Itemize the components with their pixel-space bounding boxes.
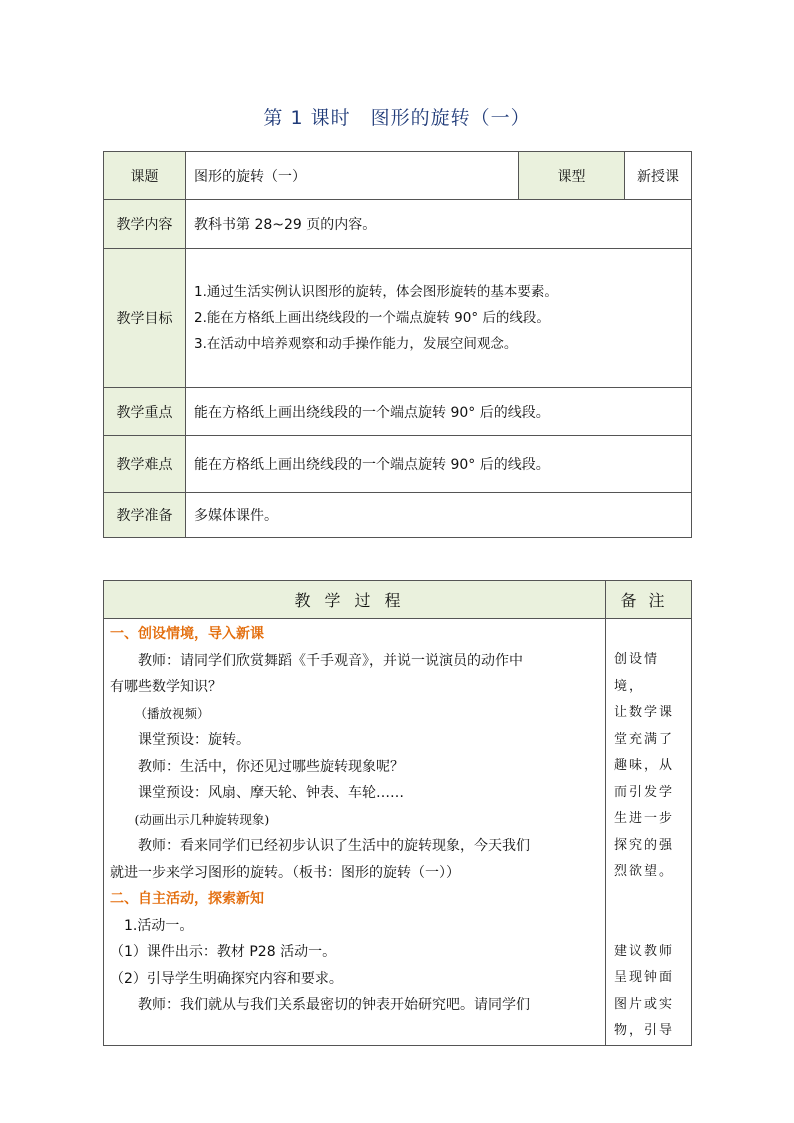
process-line: 教师：生活中，你还见过哪些旋转现象呢？ [138,758,404,775]
note-line: 图片或实 [614,996,675,1012]
goal-item: 1.通过生活实例认识图形的旋转，体会图形旋转的基本要素。 [194,284,558,300]
process-line: （2）引导学生明确探究内容和要求。 [110,970,343,987]
process-line: 教师：看来同学们已经初步认识了生活中的旋转现象，今天我们 [138,838,530,854]
goal-item: 3.在活动中培养观察和动手操作能力，发展空间观念。 [194,336,518,352]
note-line: 趣味，从 [614,758,675,773]
process-line: 就进一步来学习图形的旋转。（板书：图形的旋转（一）） [110,864,460,881]
goal-item: 2.能在方格纸上画出绕线段的一个端点旋转 90° 后的线段。 [194,310,550,326]
process-line: 课堂预设：风扇、摩天轮、钟表、车轮…… [138,785,404,801]
notes-header: 备注 [606,581,692,619]
process-line: （播放视频） [134,705,210,721]
process-line: 课堂预设：旋转。 [138,732,250,748]
type-value: 新授课 [625,152,692,200]
difficulty-label: 教学难点 [104,436,186,493]
note-line: 烈欲望。 [614,864,675,879]
note-line: 物，引导 [614,1023,675,1038]
topic-value: 图形的旋转（一） [186,152,519,200]
process-line: 有哪些数学知识？ [110,679,222,695]
topic-label: 课题 [104,152,186,200]
process-line: 1.活动一。 [124,917,194,934]
preparation-label: 教学准备 [104,493,186,538]
note-line: 让数学课 [614,705,675,720]
note-line: 探究的强 [614,837,675,853]
process-content [104,619,606,1046]
key-point-value: 能在方格纸上画出绕线段的一个端点旋转 90° 后的线段。 [186,388,692,436]
difficulty-value: 能在方格纸上画出绕线段的一个端点旋转 90° 后的线段。 [186,436,692,493]
note-line: 建议教师 [614,943,675,959]
preparation-value: 多媒体课件。 [186,493,692,538]
process-header: 教学过程 [104,581,606,619]
note-line: 生进一步 [614,811,675,826]
note-line: 呈现钟面 [614,970,675,985]
goals-list [186,249,692,388]
lesson-info-table [103,151,692,538]
page-title: 第 1 课时 图形的旋转（一） [263,107,531,129]
process-line: (动画出示几种旋转现象) [134,811,270,827]
content-label: 教学内容 [104,200,186,249]
note-line: 而引发学 [614,784,675,800]
section-heading: 二、自主活动，探索新知 [110,891,264,907]
notes-content [606,619,692,1046]
type-label: 课型 [519,152,625,200]
key-point-label: 教学重点 [104,388,186,436]
content-value: 教科书第 28~29 页的内容。 [186,200,692,249]
note-line: 创设情境， [614,652,660,694]
goals-label: 教学目标 [104,249,186,388]
teaching-process-table [103,580,692,1046]
process-line: 教师：我们就从与我们关系最密切的钟表开始研究吧。请同学们 [138,997,530,1013]
note-line: 堂充满了 [614,731,675,747]
section-heading: 一、创设情境，导入新课 [110,626,264,642]
process-line: （1）课件出示：教材 P28 活动一。 [110,944,337,960]
process-line: 教师：请同学们欣赏舞蹈《千手观音》，并说一说演员的动作中 [138,652,523,669]
